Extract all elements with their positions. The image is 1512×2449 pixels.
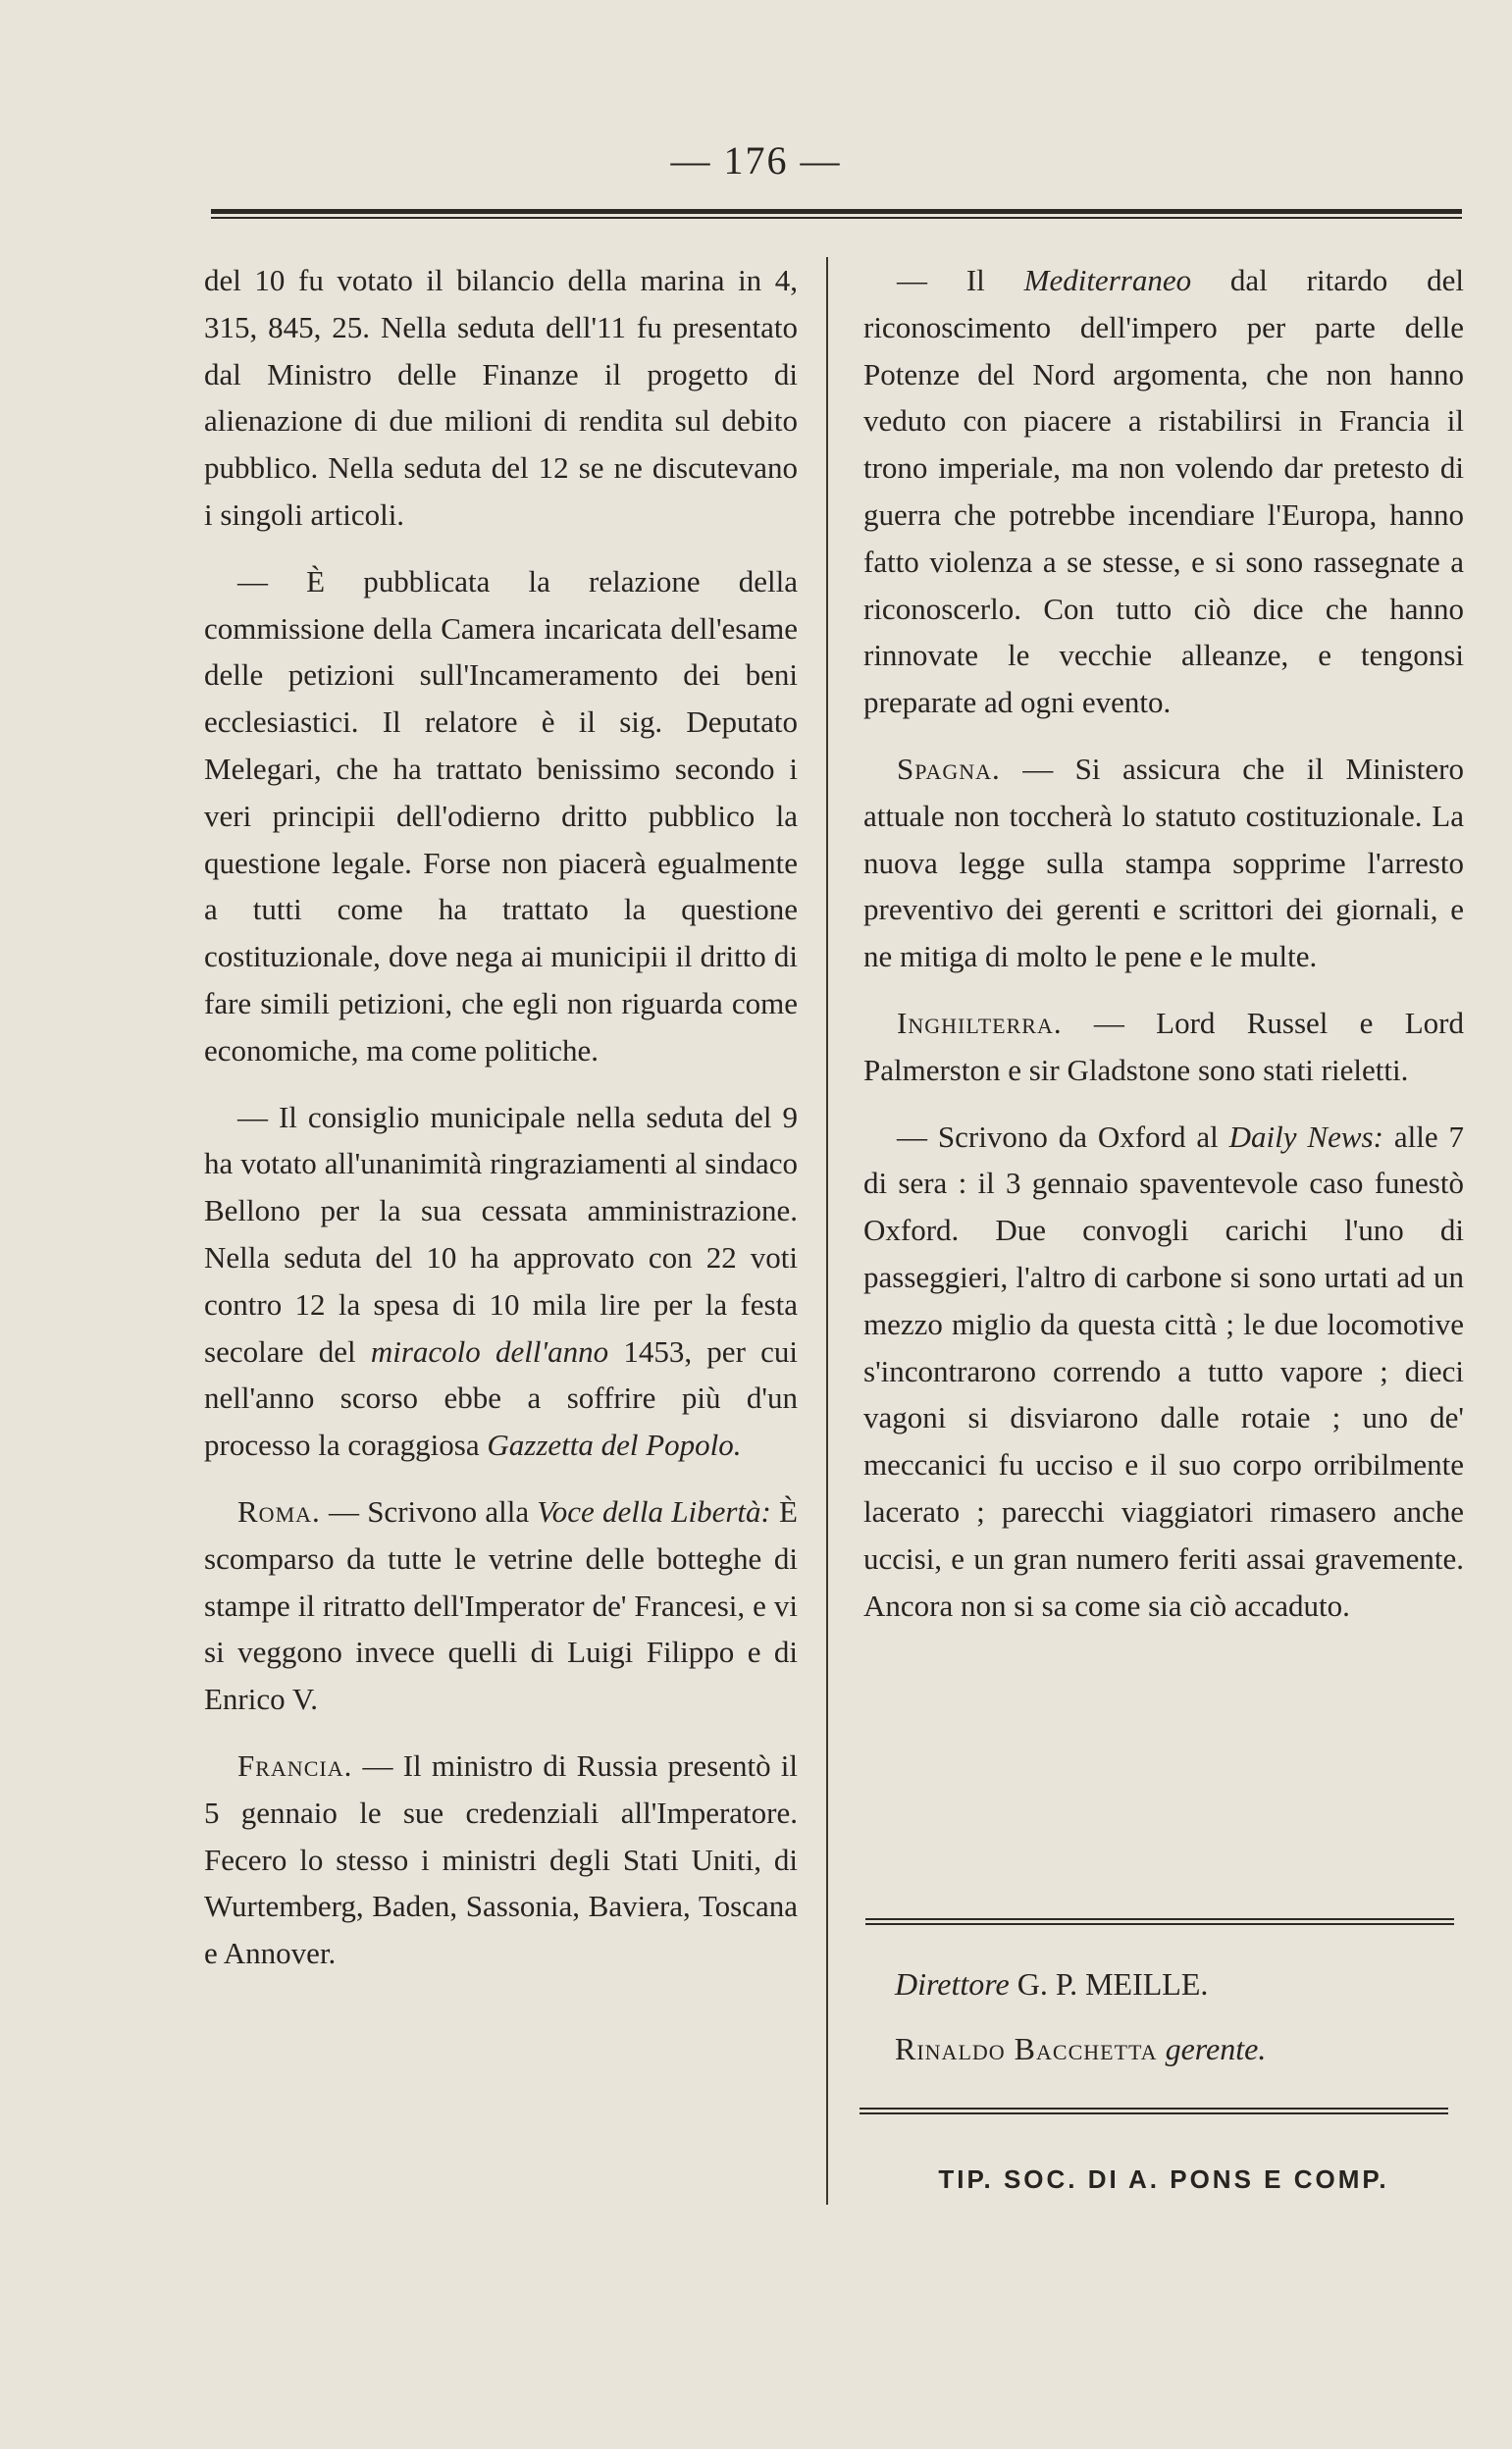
direttore-line: Direttore G. P. MEILLE. bbox=[895, 1966, 1209, 2002]
footer-rule-top bbox=[865, 1918, 1454, 1925]
section-head-inghilterra: Inghilterra. bbox=[897, 1005, 1063, 1040]
left-column bbox=[204, 257, 798, 1997]
article-oxford: — Scrivono da Oxford al Daily News: alle 7 di sera : il 3 gennaio spaventevole caso funestò Oxford. Due convogli carichi l'uno di passeggieri, l'altro di carbone si sono urtati ad un mezzo miglio da questa città ; le due locomotive s'incontrarono correndo a tutto vapore ; dieci vagoni si disviarono dalle rotaie ; uno de' meccanici fu ucciso e il suo corpo orribilmente lacerato ; parecchi viaggiatori rimasero anche uccisi, e un gran numero feriti assai gravemente. Ancora non si sa come sia ciò accaduto. bbox=[863, 1119, 1464, 1623]
column-divider bbox=[826, 257, 828, 2205]
article-marina: del 10 fu votato il bilancio della marina in 4, 315, 845, 25. Nella seduta dell'11 fu presentato dal Ministro delle Finanze il progetto di alienazione di due milioni di rendita sul debito pubblico. Nella seduta del 12 se ne discutevano i singoli articoli. bbox=[204, 263, 798, 532]
section-head-roma: Roma. bbox=[237, 1493, 321, 1529]
page-number: — 176 — bbox=[670, 138, 842, 182]
right-column bbox=[863, 257, 1464, 1648]
footer-rule-bottom bbox=[860, 2108, 1448, 2114]
article-spagna: Spagna. — Si assicura che il Ministero attuale non toccherà lo statuto costituzionale. La nuova legge sulla stampa sopprime l'arresto preventivo dei gerenti e scrittori dei giornali, e ne mitiga di molto le pene e le multe. bbox=[863, 751, 1464, 974]
article-inghilterra: Inghilterra. — Lord Russel e Lord Palmerston e sir Gladstone sono stati rieletti. bbox=[863, 1005, 1464, 1087]
article-consiglio-municipale: — Il consiglio municipale nella seduta del 9 ha votato all'unanimità ringraziamenti al sindaco Bellono per la sua cessata amministrazione. Nella seduta del 10 ha approvato con 22 voti contro 12 la spesa di 10 mila lire per la festa secolare del miracolo dell'anno 1453, per cui nell'anno scorso ebbe a soffrire più d'un processo la coraggiosa Gazzetta del Popolo. bbox=[204, 1099, 798, 1463]
section-head-spagna: Spagna. bbox=[897, 751, 1001, 786]
section-head-francia: Francia. bbox=[237, 1747, 353, 1783]
article-incameramento: — È pubblicata la relazione della commissione della Camera incaricata dell'esame delle petizioni sull'Incameramento dei beni ecclesiastici. Il relatore è il sig. Deputato Melegari, che ha trattato benissimo secondo i veri principii dell'odierno dritto pubblico la questione legale. Forse non piacerà egualmente a tutti come ha trattato la questione costituzionale, dove nega ai municipii il dritto di fare simili petizioni, che egli non riguarda come economiche, ma come politiche. bbox=[204, 563, 798, 1068]
article-roma: Roma. — Scrivono alla Voce della Libertà: È scomparso da tutte le vetrine delle botteghe di stampe il ritratto dell'Imperator de' Francesi, e vi si veggono invece quelli di Luigi Filippo e di Enrico V. bbox=[204, 1493, 798, 1717]
article-francia: Francia. — Il ministro di Russia presentò il 5 gennaio le sue credenziali all'Imperatore. Fecero lo stesso i ministri degli Stati Uniti, di Wurtemberg, Baden, Sassonia, Baviera, Toscana e Annover. bbox=[204, 1747, 798, 1971]
printer-imprint: TIP. SOC. DI A. PONS E COMP. bbox=[938, 2164, 1389, 2194]
article-mediterraneo: — Il Mediterraneo dal ritardo del riconoscimento dell'impero per parte delle Potenze del Nord argomenta, che non hanno veduto con piacere a ristabilirsi in Francia il trono imperiale, ma non volendo dar pretesto di guerra che potrebbe incendiare l'Europa, hanno fatto violenza a se stesse, e si sono rassegnate a riconoscerlo. Con tutto ciò dice che hanno rinnovate le vecchie alleanze, e tengonsi preparate ad ogni evento. bbox=[863, 263, 1464, 720]
header-rule bbox=[211, 209, 1462, 219]
gerente-line: Rinaldo Bacchetta gerente. bbox=[895, 2031, 1267, 2066]
